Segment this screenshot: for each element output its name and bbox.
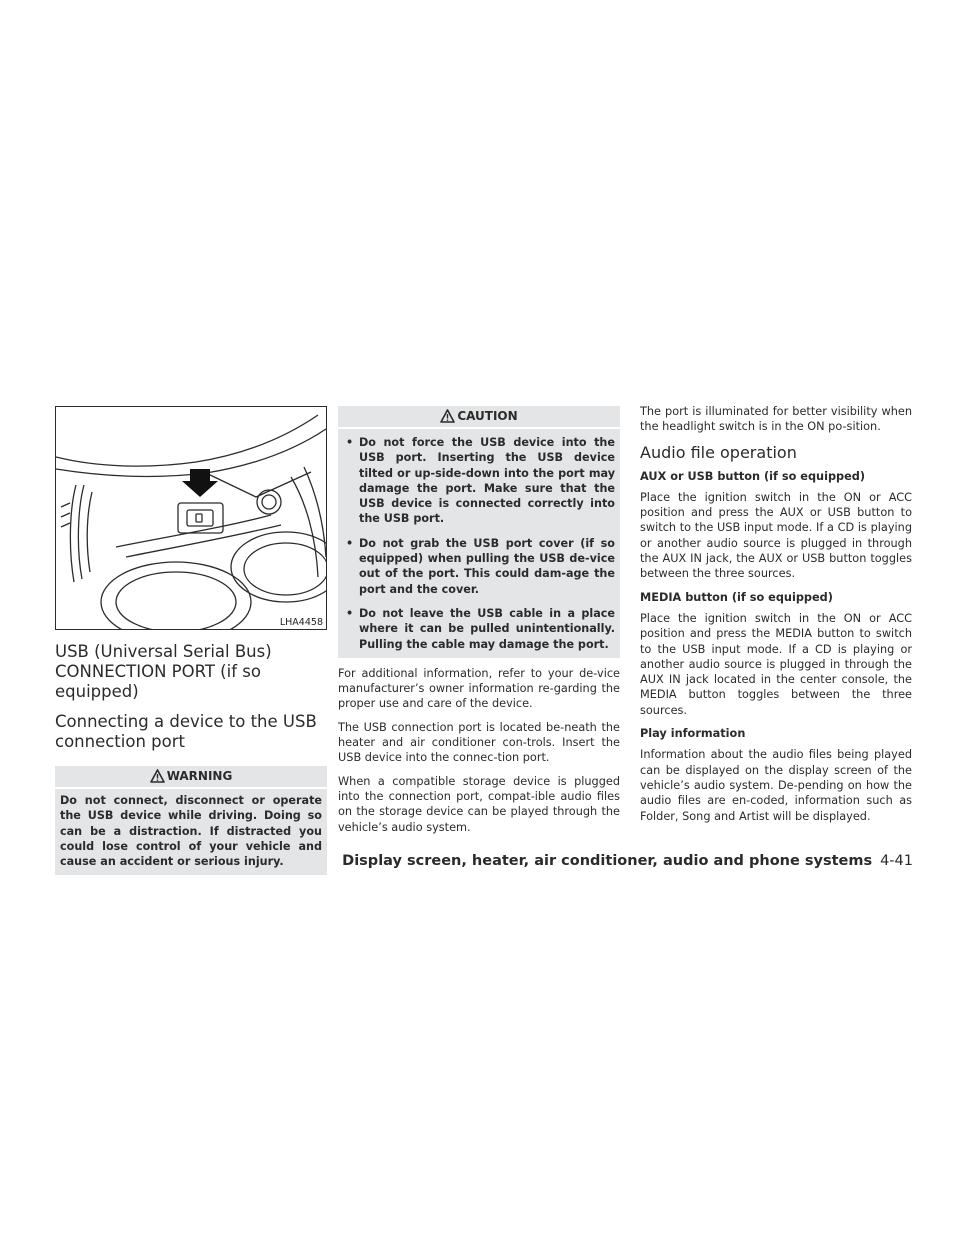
caution-triangle-icon bbox=[440, 409, 455, 423]
usb-port-illustration bbox=[55, 406, 327, 630]
paragraph: For additional information, refer to your de-vice manufacturer’s owner information re-garding the proper use and care of the device. bbox=[338, 666, 620, 711]
middle-column bbox=[338, 406, 620, 843]
bullet: • bbox=[346, 436, 354, 449]
usb-port-drawing bbox=[56, 407, 326, 629]
caution-header bbox=[338, 406, 620, 427]
caution-item bbox=[343, 435, 615, 527]
audio-file-operation-heading: Audio file operation bbox=[640, 442, 797, 462]
bullet: • bbox=[346, 606, 354, 620]
chapter-title: Display screen, heater, air conditioner, audio and phone systems bbox=[342, 853, 873, 869]
play-information-text: Information about the audio files being played can be displayed on the display screen of the vehicle’s audio system. De-pending on how the audio files are en-coded, information such as Folder, Song and Artist will be displayed. bbox=[640, 748, 912, 823]
caution-item-text: Do not leave the USB cable in a place where it can be pulled unintentionally. Pulling the cable may damage the port. bbox=[359, 606, 615, 651]
figure-code: LHA4458 bbox=[279, 617, 323, 628]
warning-text: Do not connect, disconnect or operate the USB device while driving. Doing so can be a distraction. If distracted you could lose control of your vehicle and cause an accident or serious injury. bbox=[55, 789, 327, 875]
page-number: 4-41 bbox=[880, 853, 913, 869]
usb-body-text bbox=[338, 666, 620, 835]
usb-port-heading: USB (Universal Serial Bus) CONNECTION PORT (if so equipped) bbox=[55, 642, 272, 701]
aux-usb-button-heading: AUX or USB button (if so equipped) bbox=[640, 469, 866, 483]
caution-item bbox=[343, 606, 615, 652]
paragraph: The USB connection port is located be-neath the heater and air conditioner con-trols. Insert the USB device into the connec-tion port. bbox=[338, 720, 620, 765]
caution-item-text: Do not grab the USB port cover (if so equipped) when pulling the USB de-vice out of the port. This could dam-age the port and the cover. bbox=[359, 536, 615, 596]
warning-triangle-icon bbox=[150, 769, 165, 783]
caution-box bbox=[338, 406, 620, 658]
connecting-device-heading: Connecting a device to the USB connection port bbox=[55, 712, 317, 751]
illumination-paragraph: The port is illuminated for better visibility when the headlight switch is in the ON po-sition. bbox=[640, 405, 912, 434]
caution-item bbox=[343, 536, 615, 597]
left-column bbox=[55, 406, 327, 875]
warning-box bbox=[55, 766, 327, 875]
bullet: • bbox=[346, 536, 354, 550]
paragraph: When a compatible storage device is plugged into the connection port, compat-ible audio files on the storage device can be played through the vehicle’s audio system. bbox=[338, 774, 620, 834]
aux-usb-button-text: Place the ignition switch in the ON or ACC position and press the AUX or USB button to switch to the USB input mode. If a CD is playing or another audio source is plugged in through the AUX IN jack, the AUX or USB button toggles between the three sources. bbox=[640, 490, 912, 581]
page-footer bbox=[342, 853, 913, 869]
right-column bbox=[640, 406, 912, 832]
caution-item-text: Do not force the USB device into the USB port. Inserting the USB device tilted or up-side-down into the port may damage the port. Make sure that the USB device is connected correctly into the USB port. bbox=[359, 436, 615, 526]
warning-header bbox=[55, 766, 327, 787]
play-information-heading: Play information bbox=[640, 727, 746, 741]
media-button-text: Place the ignition switch in the ON or ACC position and press the MEDIA button to switch to the USB input mode. If a CD is playing or another audio source is plugged in through the AUX IN jack located in the center console, the MEDIA button toggles between the three sources. bbox=[640, 611, 912, 717]
media-button-heading: MEDIA button (if so equipped) bbox=[640, 590, 833, 604]
caution-title: CAUTION bbox=[457, 409, 518, 423]
warning-title: WARNING bbox=[166, 769, 233, 783]
caution-list bbox=[338, 429, 620, 658]
